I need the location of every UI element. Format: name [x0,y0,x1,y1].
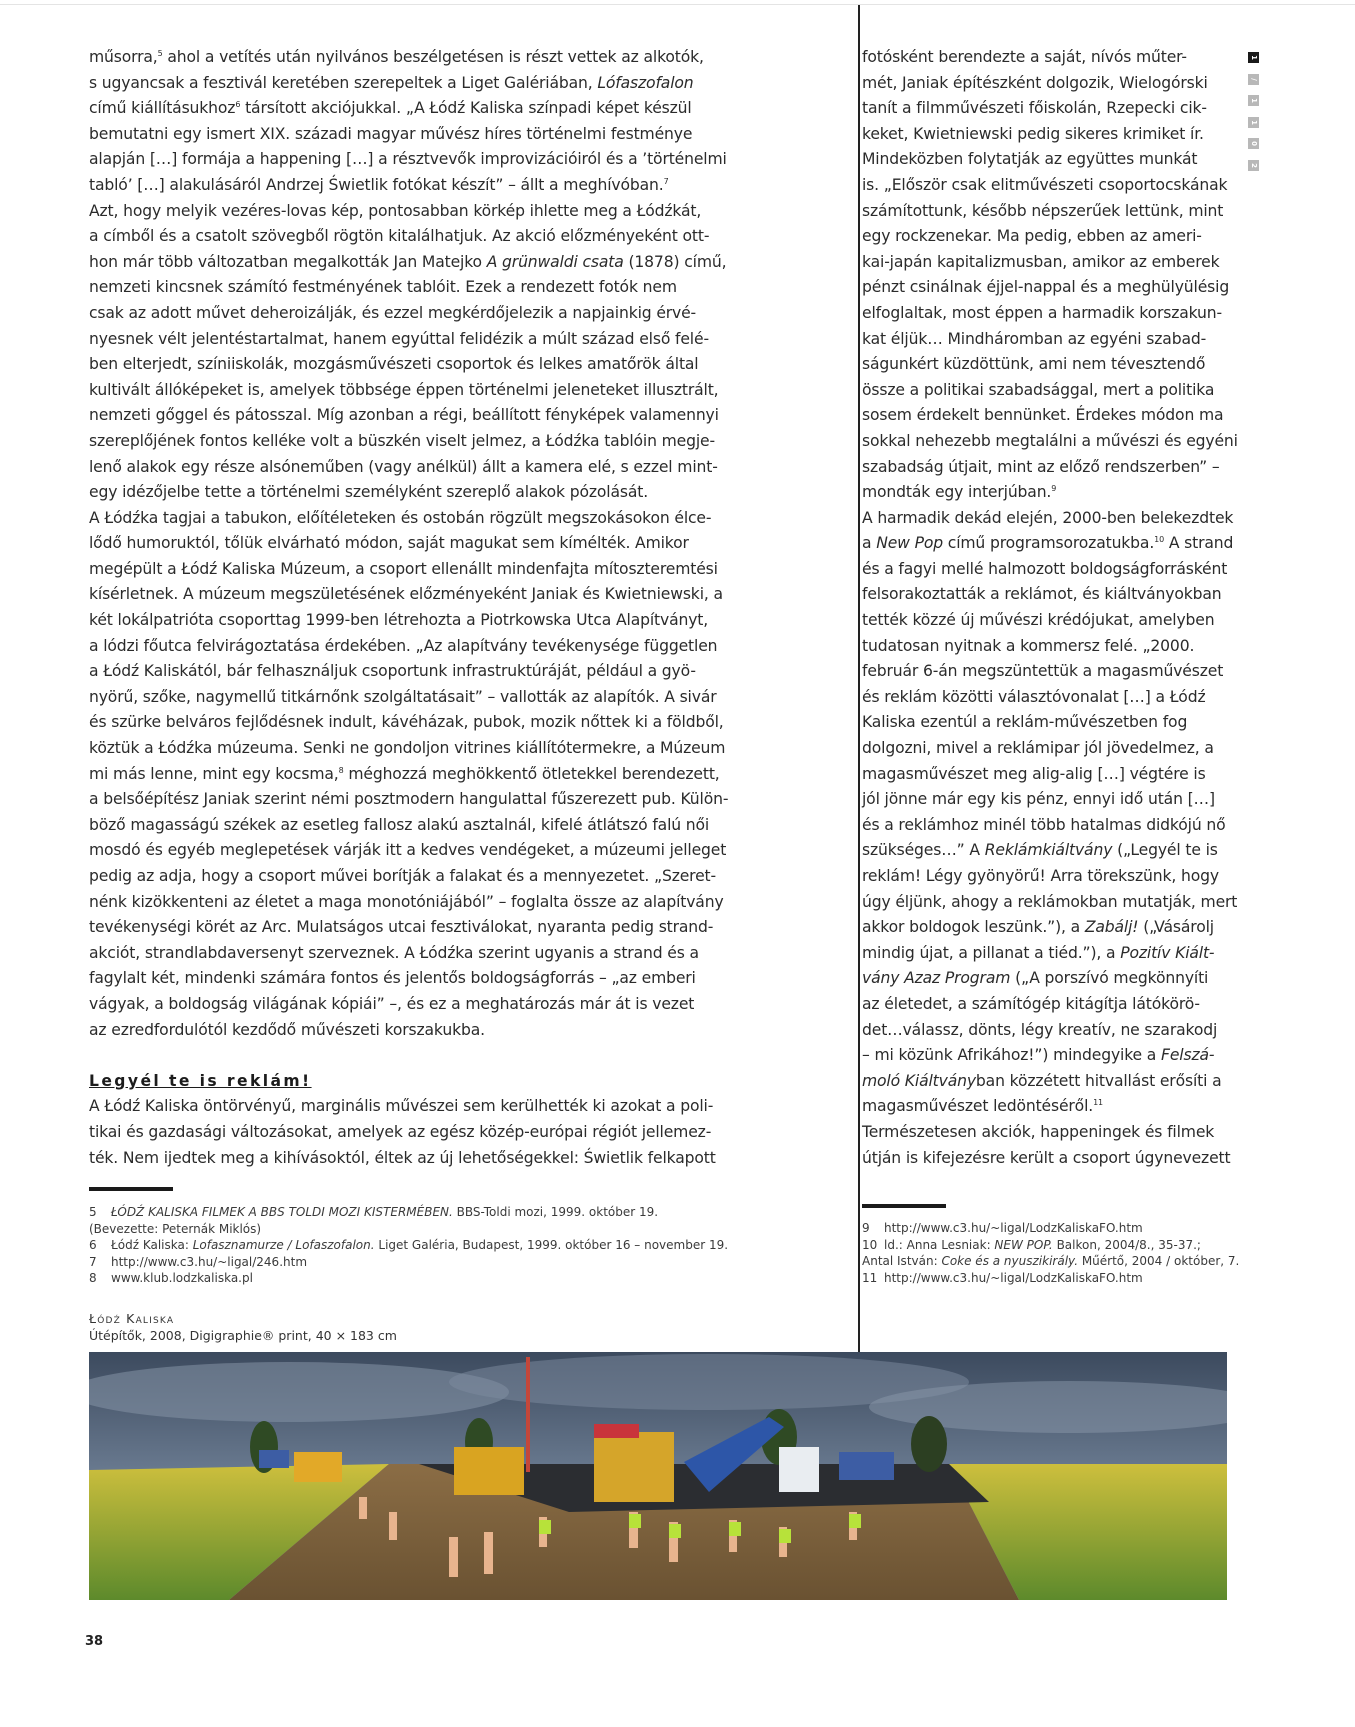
text-line: sosem érdekelt bennünket. Érdekes módon ma [862,406,1224,425]
text-line: sokkal nehezebb megtalálni a művészi és egyéni [862,431,1238,450]
text-line: pedig az adja, hogy a csoport művei borítják a falakat és a mennyezetet. „Szeret- [89,867,716,885]
text-line: böző magasságú székek az esetleg fallosz alakú asztalnál, kifelé átlátszó falú női [89,815,710,834]
text-line: lődő humoruktól, tőlük elvárható módon, saját magukat sem kímélték. Amikor [89,534,689,553]
text-line: nemzeti kincsnek számító festményének tablóit. Ezek a rendezett fotók nem [89,278,677,297]
text-line: is. „Először csak elitművészeti csoportocskának [862,175,1228,194]
text-line: vány Azaz Program („A porszívó megkönnyíti [862,969,1209,988]
truck-trailer [839,1452,894,1480]
text-line: dolgozni, mivel a reklámipar jól jövedelmez, a [862,739,1214,758]
artwork-photo[interactable] [89,1352,1227,1600]
text-line: és a fagyi mellé halmozott boldogságforrásként [862,559,1228,578]
section-heading: Legyél te is reklám! [89,1071,312,1090]
text-line: és szürke belváros fejlődésnek indult, kávéházak, pubok, mozik nőttek ki a földből, [89,713,724,732]
text-line: úgy éljünk, ahogy a reklámokban mutatják, mert [862,892,1238,911]
footnote: Antal István: Coke és a nyuszikirály. Műértő, 2004 / október, 7. [862,1254,1240,1268]
text-line: alapján […] formája a happening […] a résztvevők improvizációiról és a ’történelmi [89,150,727,169]
text-line: vágyak, a boldogság világának kópiái” –, és ez a meghatározás már át is vezet [89,994,695,1013]
text-line: akciót, strandlabdaversenyt szerveznek. A Łódźka szerint ugyanis a strand és a [89,943,699,962]
photo-caption [89,1310,397,1344]
top-rule [0,4,1355,5]
text-line: bemutatni egy ismert XIX. századi magyar művész híres történelmi festménye [89,124,693,143]
cloud [89,1362,509,1422]
text-line: A harmadik dekád elején, 2000-ben belekezdtek [862,508,1234,527]
text-line: A Łódź Kaliska öntörvényű, marginális művészei sem kerülhették ki azokat a poli- [89,1097,714,1116]
text-line: egy rockzenekar. Ma pedig, ebben az ameri- [862,227,1202,246]
text-line: Mindeközben folytatják az együttes munkát [862,150,1198,169]
footnote-ref[interactable]: 9 [1051,484,1057,494]
text-line: – mi közünk Afrikához!”) mindegyike a Felszá- [862,1046,1215,1065]
text-line: akkor boldogok leszünk.”), a Zabálj! („Vásárolj [862,918,1214,937]
text-line: számítottunk, később népszerűek lettünk, mint [862,201,1224,220]
footnote: 11 http://www.c3.hu/~ligal/LodzKaliskaFO.htm [862,1270,1143,1285]
text-line: magasművészet meg alig-alig […] végtére is [862,764,1206,783]
text-line: az ezredfordulótól kezdődő művészeti korszakukba. [89,1020,485,1039]
text-line: szabadság útjait, mint az előző rendszerben” – [862,457,1220,476]
text-line: pénzt csinálnak éjjel-nappal és a meghülyülésig [862,278,1230,297]
text-line: det…válassz, dönts, légy kreatív, ne szarakodj [862,1020,1218,1039]
text-line: és reklám közötti választóvonalat […] a Łódź [862,687,1206,706]
footnote: 7 http://www.c3.hu/~ligal/246.htm [89,1254,308,1269]
text-line: című kiállításukhoz$^6$ társított akciójukkal. „A Łódź Kaliska színpadi képet készül [89,99,692,118]
text-line: elfoglaltak, most éppen a harmadik korszakun- [862,303,1222,322]
text-line: csak az adott művet deheroizálják, és ezzel megkérdőjelezik a napjainkig érvé- [89,303,697,322]
text-line: két lokálpatrióta csoporttag 1999-ben létrehozta a Piotrkowska Utca Alapítványt, [89,611,709,630]
footnote: 5 ŁÓDŹ KALISKA FILMEK A BBS TOLDI MOZI KISTERMÉBEN. BBS-Toldi mozi, 1999. október 19. [89,1205,659,1219]
photo-illustration [89,1352,1227,1600]
side-tab[interactable]: / [1248,74,1259,85]
text-line: a New Pop című programsorozatukba.$^{10}$ A strand [862,534,1234,553]
text-line: nénk kizökkenteni az életet a maga monotóniájából” – foglalta össze az alapítvány [89,892,724,911]
page-number: 38 [85,1634,104,1649]
text-line: tikai és gazdasági változásokat, amelyek az egész közép-európai régiót jellemez- [89,1122,712,1141]
text-line: mosdó és egyéb meglepetések várják itt a kedves vendégeket, a múzeumi jelleget [89,841,727,860]
text-line: reklám! Légy gyönyörű! Arra törekszünk, hogy [862,867,1219,885]
right-column [862,45,1238,1171]
footnote: 8 www.klub.lodzkaliska.pl [89,1271,253,1285]
text-line: tették közzé új művészi krédójukat, amelyben [862,611,1215,630]
text-line: egy idézőjelbe tette a történelmi személyként szereplő alakok pózolását. [89,483,649,502]
text-line: A Łódźka tagjai a tabukon, előítéleteken és ostobán rögzült megszokásokon élce- [89,508,712,527]
text-line: nyörű, szőke, nagymellű titkárnőnk szolgáltatásait” – vallották az alapítók. A sivár [89,687,717,706]
footnote-ref[interactable]: 11 [1093,1098,1103,1108]
side-tab[interactable]: 2 [1248,160,1259,171]
caption-details: Útépítők, 2008, Digigraphie® print, 40 × 183 cm [89,1328,397,1343]
text-line: hon már több változatban megalkották Jan Matejko A grünwaldi csata (1878) című, [89,252,727,271]
text-line: a lódzi főutca felvirágoztatása érdekében. „Az alapítvány tevékenysége független [89,636,718,655]
text-line: jól jönne már egy kis pénz, ennyi idő után […] [862,790,1215,809]
footnote: (Bevezette: Peternák Miklós) [89,1221,262,1236]
text-line: az életedet, a számítógép kitágítja látókörö- [862,994,1200,1013]
text-line: a címből és a csatolt szövegből rögtön kitalálhatjuk. Az akció előzményeként ott- [89,227,710,246]
paver-canopy [594,1424,639,1438]
text-line: ben elterjedt, színiiskolák, mozgásművészeti csoportok és lelkes amatőrök által [89,355,699,374]
caption-artist: Łódź Kaliska [89,1311,175,1326]
footnote: 6 Łódź Kaliska: Lofasznamurze / Lofaszofalon. Liget Galéria, Budapest, 1999. október 16 – november 19. [89,1238,729,1252]
text-line: össze a politikai szabadsággal, mert a politika [862,380,1215,399]
truck-cab [779,1447,819,1492]
text-line: ságunkért küzdöttünk, ami nem tévesztendő [862,355,1206,374]
road-roller [294,1452,342,1482]
text-line: mondták egy interjúban.$^9$ [862,483,1057,502]
left-column [89,45,729,1171]
side-tab[interactable]: 1 [1248,52,1259,63]
text-line: kultivált állóképeket is, amelyek többsége éppen történelmi jeleneteket illusztrált, [89,380,719,399]
footnote-ref[interactable]: 5 [157,49,163,58]
text-line: nemzeti gőggel és pátosszal. Míg azonban a régi, beállított fényképek valamennyi [89,406,719,425]
text-line: útján is kifejezésre került a csoport úgynevezett [862,1148,1231,1167]
footnote-link[interactable]: http://www.c3.hu/~ligal/LodzKaliskaFO.htm [884,1270,1143,1285]
text-line: a Łódź Kaliskától, bár felhasználjuk csoportunk infrastruktúráját, például a gyö- [89,662,696,681]
footnote-link[interactable]: http://www.c3.hu/~ligal/246.htm [111,1254,308,1269]
footnotes-left [89,1204,728,1287]
text-line: mét, Janiak építészként dolgozik, Wielogórski [862,73,1208,92]
text-line: Azt, hogy melyik vezéres-lovas kép, pontosabban körkép ihlette meg a Łódźkát, [89,201,702,220]
text-line: február 6-án megszüntettük a magasművészet [862,662,1224,681]
text-line: ték. Nem ijedtek meg a kihívásoktól, éltek az új lehetőségekkel: Świetlik felkapott [89,1148,716,1167]
footnote-ref[interactable]: 8 [338,765,344,775]
text-line: Természetesen akciók, happeningek és filmek [862,1122,1215,1141]
text-line: tanít a filmművészeti főiskolán, Rzepecki cik- [862,99,1207,118]
text-line: kísérletnek. A múzeum megszületésének előzményeként Janiak és Kwietniewski, a [89,585,723,604]
text-line: mindig újat, a pillanat a tiéd.”), a Pozitív Kiált- [862,943,1215,962]
text-line: tudatosan nyitnak a kommersz felé. „2000. [862,636,1195,655]
text-line: szereplőjének fontos kelléke volt a büszkén viselt jelmez, a Łódźka tablóin megje- [89,431,715,450]
tree [911,1416,947,1472]
truck [259,1450,289,1468]
footnote-ref[interactable]: 10 [1154,535,1165,545]
footnote-link[interactable]: www.klub.lodzkaliska.pl [111,1271,253,1285]
text-line: köztük a Łódźka múzeuma. Senki ne gondoljon vitrines kiállítótermekre, a Múzeum [89,739,726,758]
text-line: tevékenységi körét az Arc. Mulatságos utcai fesztiválokat, nyaranta pedig strand- [89,918,714,937]
asphalt-paver [594,1432,674,1502]
text-line: műsorra,$^5$ ahol a vetítés után nyilvános beszélgetésen is részt vettek az alkotók, [89,48,704,66]
side-tab[interactable]: 1 [1248,95,1259,106]
footnote-ref[interactable]: 7 [663,176,669,186]
footnote-ref[interactable]: 6 [235,100,241,110]
text-line: moló Kiáltványban közzétett hitvallást erősíti a [862,1071,1222,1090]
side-tab[interactable]: 1 [1248,117,1259,128]
text-line: tabló’ […] alakulásáról Andrzej Świetlik fotókat készít” – állt a meghívóban.$^7$ [89,175,669,194]
text-line: felsorakoztatták a reklámot, és kiáltványokban [862,585,1222,604]
text-line: megépült a Łódź Kaliska Múzeum, a csoport ellenállt mindenfajta mítoszteremtési [89,559,718,578]
text-line: Kaliska ezentúl a reklám-művészetben fog [862,713,1188,732]
footnote: 9 http://www.c3.hu/~ligal/LodzKaliskaFO.htm [862,1221,1143,1235]
footnote-rule [862,1204,946,1208]
text-line: magasművészet ledöntéséről.$^{11}$ [862,1097,1103,1116]
footnote-rule [89,1187,173,1191]
text-line: szükséges…” A Reklámkiáltvány („Legyél te is [862,841,1218,860]
footnote: 10 ld.: Anna Lesniak: NEW POP. Balkon, 2004/8., 35-37.; [862,1237,1201,1252]
text-line: kai-japán kapitalizmusban, amikor az emberek [862,252,1220,271]
text-line: és a reklámhoz minél több hatalmas didkójú nő [862,815,1226,834]
radio-mast [526,1357,530,1472]
text-line: lenő alakok egy része alsóneműben (vagy anélkül) állt a kamera elé, s ezzel mint- [89,457,718,476]
text-line: a belsőépítész Janiak szerint némi posztmodern hangulattal fűszerezett pub. Külön- [89,790,729,809]
text-line: nyesnek vélt jelentéstartalmat, hanem egyúttal felidézik a múlt század első felé- [89,329,709,348]
footnote-link[interactable]: http://www.c3.hu/~ligal/LodzKaliskaFO.htm [884,1221,1143,1235]
text-line: keket, Kwietniewski pedig sikeres krimiket ír. [862,124,1204,143]
road-roller [454,1447,524,1495]
text-line: fotósként berendezte a saját, nívós műter- [862,48,1187,66]
footnotes-right [862,1220,1239,1286]
column-divider [858,5,860,1352]
side-tab[interactable]: 0 [1248,138,1259,149]
text-line: kat éljük… Mindháromban az egyéni szabad- [862,329,1207,348]
text-line: mi más lenne, mint egy kocsma,$^8$ méghozzá meghökkentő ötletekkel berendezett, [89,764,720,783]
text-line: s ugyancsak a fesztivál keretében szerepeltek a Liget Galériában, Lófaszofalon [89,73,694,92]
side-index-tabs [1248,52,1260,181]
text-line: fagylalt két, mindenki számára fontos és jelentős boldogságforrás – „az emberi [89,969,696,988]
